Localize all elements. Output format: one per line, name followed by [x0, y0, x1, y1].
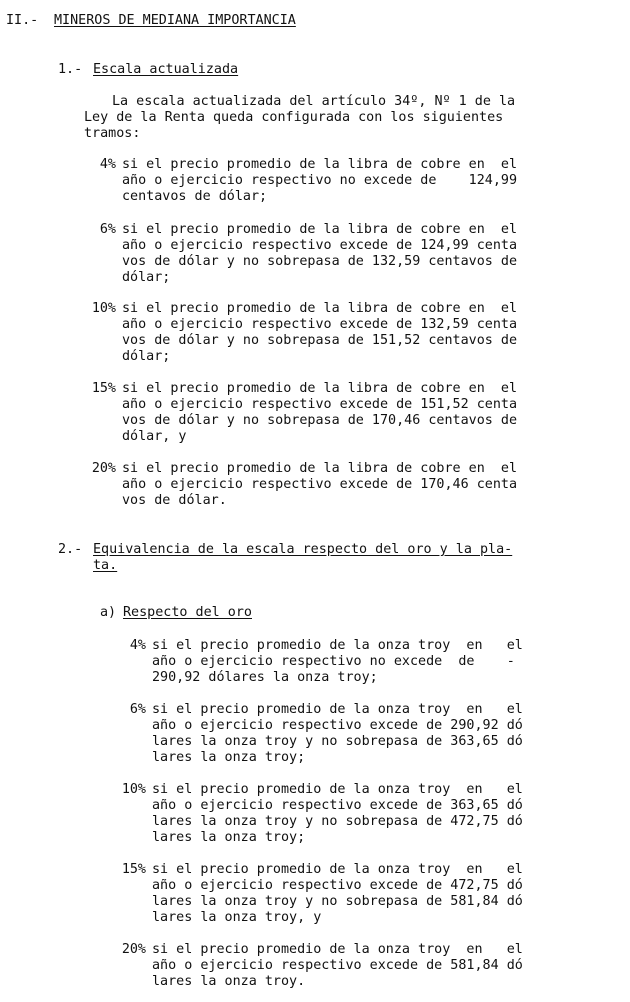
sub-a-title: Respecto del oro — [123, 605, 252, 620]
copper-item-pct: 4% — [99, 157, 116, 172]
sub-a-label: a) — [100, 605, 117, 620]
section-number: II.- — [6, 13, 39, 28]
gold-item-text: si el precio promedio de la onza troy en el año o ejercicio respectivo excede de 472,75 dó lares la onza troy y no sobrepasa de 581,84 dó lares la onza troy, y — [152, 862, 523, 925]
copper-item-text: si el precio promedio de la libra de cobre en el año o ejercicio respectivo excede de 170,46 centa vos de dólar. — [122, 461, 518, 508]
gold-item-pct: 6% — [129, 702, 146, 717]
section-title: MINEROS DE MEDIANA IMPORTANCIA — [54, 13, 296, 28]
copper-item-text: si el precio promedio de la libra de cobre en el año o ejercicio respectivo no excede de 124,99 centavos de dólar; — [122, 157, 518, 204]
copper-item-text: si el precio promedio de la libra de cobre en el año o ejercicio respectivo excede de 132,59 centa vos de dólar y no sobrepasa de 151,52 centavos de dólar; — [122, 301, 518, 364]
copper-item-pct: 15% — [91, 381, 116, 396]
gold-item-text: si el precio promedio de la onza troy en el año o ejercicio respectivo excede de 290,92 dó lares la onza troy y no sobrepasa de 363,65 dó lares la onza troy; — [152, 702, 523, 765]
copper-item-pct: 6% — [99, 222, 116, 237]
gold-item-pct: 20% — [121, 942, 146, 957]
subsection-1-title: Escala actualizada — [93, 62, 239, 77]
copper-item-pct: 20% — [91, 461, 116, 476]
subsection-1-intro: La escala actualizada del artículo 34º, Nº 1 de la Ley de la Renta queda configurada con los siguientes tramos: — [84, 94, 516, 141]
gold-item-text: si el precio promedio de la onza troy en el año o ejercicio respectivo no excede de - 290,92 dólares la onza troy; — [152, 638, 523, 685]
subsection-1-number: 1.- — [58, 62, 83, 77]
copper-item-pct: 10% — [91, 301, 116, 316]
copper-item-text: si el precio promedio de la libra de cobre en el año o ejercicio respectivo excede de 124,99 centa vos de dólar y no sobrepasa de 132,59 centavos de dólar; — [122, 222, 518, 285]
gold-item-pct: 15% — [121, 862, 146, 877]
subsection-2-number: 2.- — [58, 542, 83, 557]
subsection-2-title: Equivalencia de la escala respecto del oro y la pla- ta. — [93, 542, 513, 573]
gold-item-pct: 10% — [121, 782, 146, 797]
gold-item-pct: 4% — [129, 638, 146, 653]
gold-item-text: si el precio promedio de la onza troy en el año o ejercicio respectivo excede de 581,84 dó lares la onza troy. — [152, 942, 523, 989]
gold-item-text: si el precio promedio de la onza troy en el año o ejercicio respectivo excede de 363,65 dó lares la onza troy y no sobrepasa de 472,75 dó lares la onza troy; — [152, 782, 523, 845]
copper-item-text: si el precio promedio de la libra de cobre en el año o ejercicio respectivo excede de 151,52 centa vos de dólar y no sobrepasa de 170,46 centavos de dólar, y — [122, 381, 518, 444]
